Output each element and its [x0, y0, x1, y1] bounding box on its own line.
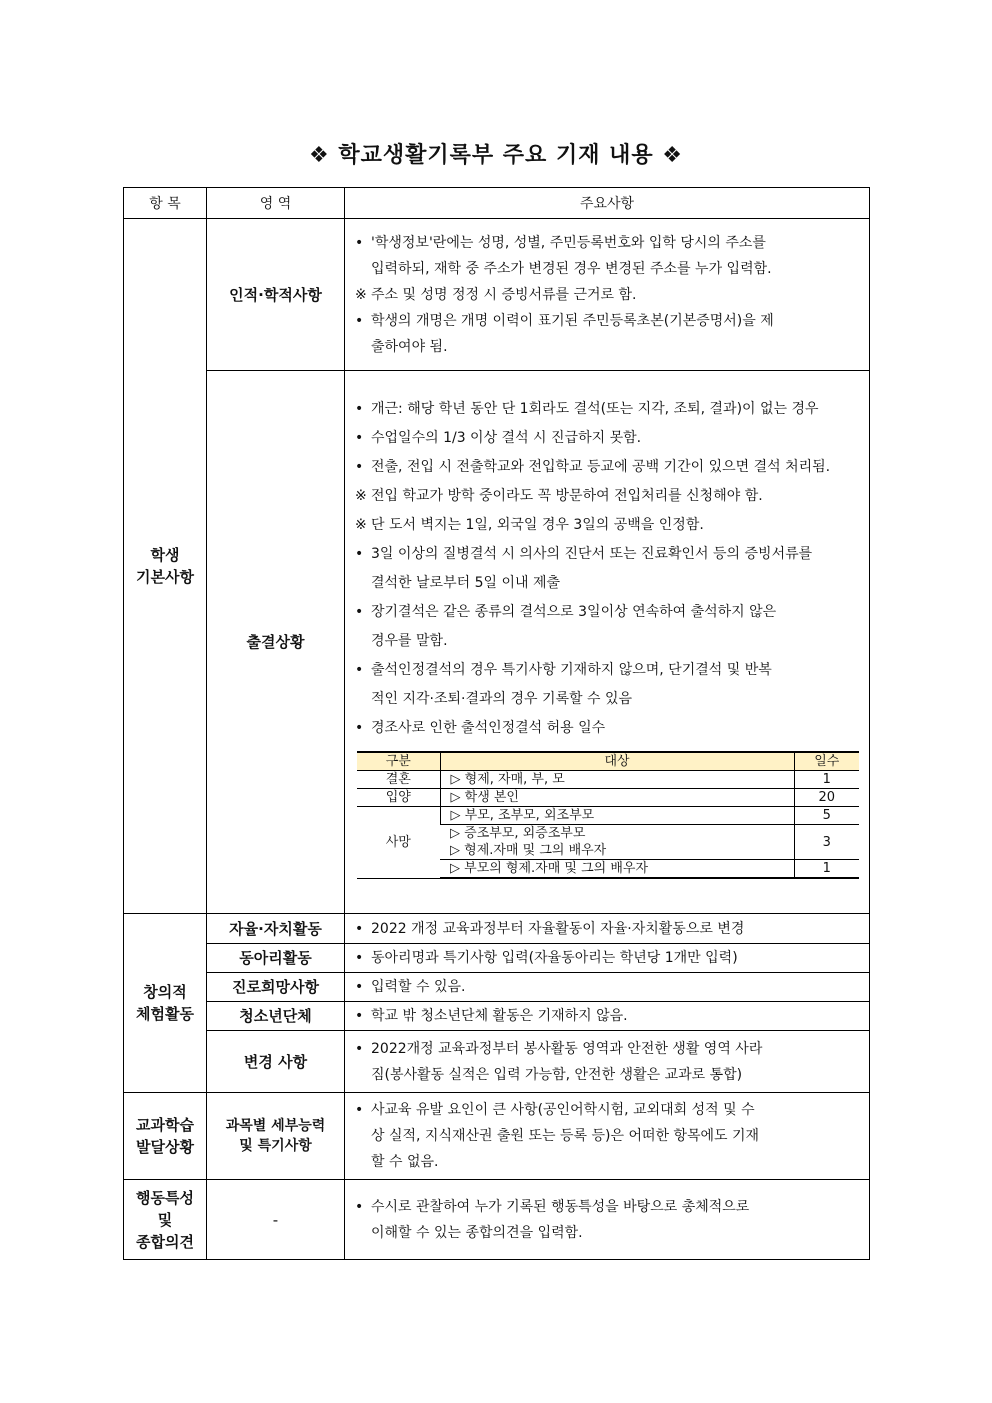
leave-target: ▷ 부모, 조부모, 외조부모	[440, 807, 794, 825]
leave-type: 입양	[357, 789, 440, 807]
bullet-marker: •	[355, 1040, 364, 1057]
leave-days: 1	[794, 860, 859, 879]
line-text: 장기결석은 같은 종류의 결석으로 3일이상 연속하여 출석하지 않은	[371, 604, 777, 620]
text-line	[355, 1220, 861, 1246]
text-line	[355, 1149, 861, 1175]
text-line	[355, 334, 861, 360]
text-line	[355, 569, 861, 598]
text-line	[355, 656, 861, 685]
area-youth: 청소년단체	[207, 1002, 345, 1031]
line-text: 수시로 관찰하여 누가 기록된 행동특성을 바탕으로 총체적으로	[371, 1198, 750, 1215]
leave-type: 결혼	[357, 771, 440, 789]
leave-header-days: 일수	[794, 752, 859, 771]
table-row	[124, 1031, 870, 1093]
table-row	[357, 789, 859, 807]
record-table	[123, 187, 870, 1260]
leave-days: 1	[794, 771, 859, 789]
area-change: 변경 사항	[207, 1031, 345, 1093]
category-behavior: 행동특성 및 종합의견	[124, 1180, 207, 1260]
line-text: 출석인정결석의 경우 특기사항 기재하지 않으며, 단기결석 및 반복	[371, 662, 772, 678]
leave-target: ▷ 형제, 자매, 부, 모	[440, 771, 794, 789]
text-line	[355, 308, 861, 334]
content-change	[345, 1031, 870, 1093]
text-line	[355, 453, 861, 482]
header-category: 항 목	[124, 188, 207, 219]
table-row	[124, 219, 870, 371]
table-header	[124, 188, 870, 219]
leave-target: ▷ 학생 본인	[440, 789, 794, 807]
text-line	[355, 282, 861, 308]
area-behavior: -	[207, 1180, 345, 1260]
leave-type: 사망	[357, 807, 440, 879]
leave-header-target: 대상	[440, 752, 794, 771]
text-line	[355, 230, 861, 256]
line-text: 개근: 해당 학년 동안 단 1회라도 결석(또는 지각, 조퇴, 결과)이 없는 경우	[371, 401, 819, 417]
text-line	[355, 1036, 861, 1062]
text-line	[355, 482, 861, 511]
line-text: 적인 지각·조퇴·결과의 경우 기록할 수 있음	[371, 691, 633, 707]
category-creative: 창의적 체험활동	[124, 914, 207, 1093]
text-line	[355, 1123, 861, 1149]
table-row	[124, 1002, 870, 1031]
line-text: 수업일수의 1/3 이상 결석 시 진급하지 못함.	[371, 430, 642, 446]
table-row	[124, 944, 870, 973]
content-behavior	[345, 1180, 870, 1260]
text-line	[355, 1097, 861, 1123]
line-text: 입력하되, 재학 중 주소가 변경된 경우 변경된 주소를 누가 입력함.	[371, 260, 772, 277]
leave-days: 20	[794, 789, 859, 807]
bullet-marker: •	[355, 662, 364, 678]
bullet-marker: •	[355, 459, 364, 475]
table-row	[124, 973, 870, 1002]
area-club: 동아리활동	[207, 944, 345, 973]
leave-days: 5	[794, 807, 859, 825]
line-text: 학생의 개명은 개명 이력이 표기된 주민등록초본(기본증명서)을 제	[371, 312, 774, 329]
bullet-marker: •	[355, 1102, 364, 1118]
table-row	[124, 1180, 870, 1260]
line-text: 짐(봉사활동 실적은 입력 가능함, 안전한 생활은 교과로 통합)	[371, 1066, 743, 1083]
line-text: 사교육 유발 요인이 큰 사항(공인어학시험, 교외대회 성적 및 수	[371, 1102, 755, 1118]
header-area: 영 역	[207, 188, 345, 219]
category-subject: 교과학습 발달상황	[124, 1093, 207, 1180]
content-subject	[345, 1093, 870, 1180]
line-text: 전입 학교가 방학 중이라도 꼭 방문하여 전입처리를 신청해야 함.	[371, 488, 763, 504]
category-basic: 학생 기본사항	[124, 219, 207, 914]
bullet-marker: •	[355, 604, 364, 620]
text-line	[355, 598, 861, 627]
text-line	[355, 714, 861, 743]
line-text: 이해할 수 있는 종합의견을 입력함.	[371, 1224, 583, 1241]
content-career: • 입력할 수 있음.	[345, 973, 870, 1002]
text-line	[355, 511, 861, 540]
line-text: 경우를 말함.	[371, 633, 448, 649]
content-club: • 동아리명과 특기사항 입력(자율동아리는 학년당 1개만 입력)	[345, 944, 870, 973]
area-autonomy: 자율·자치활동	[207, 914, 345, 944]
area-career: 진로희망사항	[207, 973, 345, 1002]
content-youth: • 학교 밖 청소년단체 활동은 기재하지 않음.	[345, 1002, 870, 1031]
leave-days: 3	[794, 825, 859, 860]
text-line	[355, 1194, 861, 1220]
line-text: 결석한 날로부터 5일 이내 제출	[371, 575, 560, 591]
header-main: 주요사항	[345, 188, 870, 219]
bullet-marker: •	[355, 720, 364, 736]
note-marker: ※	[355, 488, 367, 504]
bullet-marker: •	[355, 546, 364, 562]
bullet-marker: •	[355, 234, 364, 251]
text-line	[355, 685, 861, 714]
line-text: 상 실적, 지식재산권 출원 또는 등록 등)은 어떠한 항목에도 기재	[371, 1128, 760, 1144]
table-row	[357, 807, 859, 825]
line-text: 주소 및 성명 정정 시 증빙서류를 근거로 함.	[371, 286, 637, 303]
line-text: 출하여야 됨.	[371, 338, 448, 355]
table-row	[357, 771, 859, 789]
table-row	[124, 371, 870, 914]
line-text: '학생정보'란에는 성명, 성별, 주민등록번호와 입학 당시의 주소를	[371, 234, 766, 251]
leave-header-type: 구분	[357, 752, 440, 771]
content-personal	[345, 219, 870, 371]
content-autonomy: • 2022 개정 교육과정부터 자율활동이 자율·자치활동으로 변경	[345, 914, 870, 944]
text-line	[355, 395, 861, 424]
area-personal: 인적·학적사항	[207, 219, 345, 371]
line-text: 할 수 없음.	[371, 1154, 439, 1170]
line-text: 경조사로 인한 출석인정결석 허용 일수	[371, 720, 606, 736]
leave-target: ▷ 부모의 형제.자매 및 그의 배우자	[440, 860, 794, 879]
area-subject: 과목별 세부능력 및 특기사항	[207, 1093, 345, 1180]
table-row	[124, 914, 870, 944]
leave-table-header	[357, 752, 859, 771]
bullet-marker: •	[355, 430, 364, 446]
page-title: ❖ 학교생활기록부 주요 기재 내용 ❖	[308, 143, 684, 168]
line-text: 단 도서 벽지는 1일, 외국일 경우 3일의 공백을 인정함.	[371, 517, 704, 533]
attendance-lines	[355, 395, 861, 743]
bullet-marker: •	[355, 312, 364, 329]
note-marker: ※	[355, 286, 367, 303]
area-attendance: 출결상황	[207, 371, 345, 914]
leave-target: ▷ 증조부모, 외증조부모 ▷ 형제.자매 및 그의 배우자	[440, 825, 794, 860]
table-row	[124, 1093, 870, 1180]
text-line	[355, 256, 861, 282]
bullet-marker: •	[355, 1198, 364, 1215]
bullet-marker: •	[355, 401, 364, 417]
text-line	[355, 1062, 861, 1088]
leave-days-table	[357, 751, 859, 879]
line-text: 2022개정 교육과정부터 봉사활동 영역과 안전한 생활 영역 사라	[371, 1040, 763, 1057]
text-line	[355, 627, 861, 656]
content-attendance	[345, 371, 870, 914]
line-text: 전출, 전입 시 전출학교와 전입학교 등교에 공백 기간이 있으면 결석 처리됨.	[371, 459, 831, 475]
text-line	[355, 424, 861, 453]
text-line	[355, 540, 861, 569]
line-text: 3일 이상의 질병결석 시 의사의 진단서 또는 진료확인서 등의 증빙서류를	[371, 546, 813, 562]
note-marker: ※	[355, 517, 367, 533]
